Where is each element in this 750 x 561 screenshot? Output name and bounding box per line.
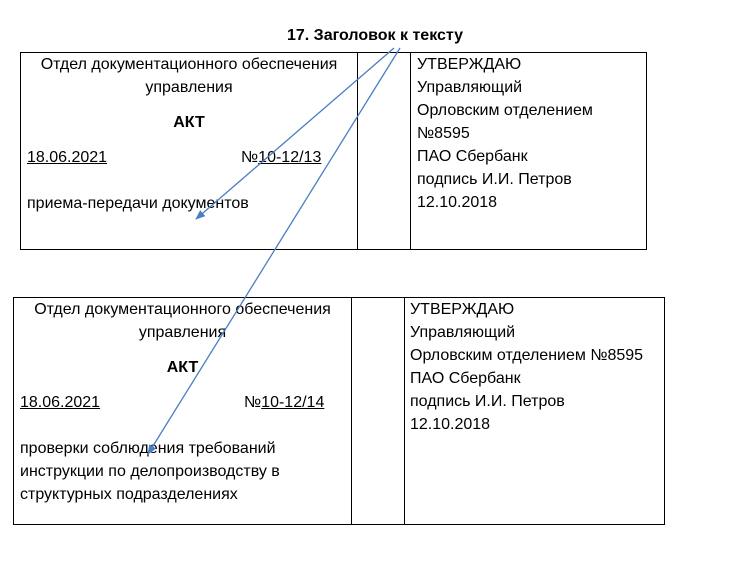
approval-line-5: подпись И.И. Петров: [410, 393, 565, 410]
approval-line-3: Орловским отделением №8595: [410, 347, 644, 364]
approval-line-3: Орловским отделением №8595: [417, 102, 593, 142]
approval-line-6: 12.10.2018: [417, 194, 498, 211]
document-title-line-3: структурных подразделениях: [20, 486, 238, 503]
number-sign: №: [244, 394, 262, 411]
arrow-to-title-1: [196, 48, 394, 219]
document-date: 18.06.2021: [27, 149, 108, 166]
approval-line-2: Управляющий: [410, 324, 516, 341]
document-title-line-2: инструкции по делопроизводству в: [20, 463, 280, 480]
approval-line-4: ПАО Сбербанк: [417, 148, 528, 165]
document-type: АКТ: [166, 359, 199, 376]
department-name-line-2: управления: [145, 79, 233, 96]
document-title-line-1: проверки соблюдения требований: [20, 440, 276, 457]
department-name-line-1: Отдел документационного обеспечения: [40, 56, 338, 73]
department-name-line-2: управления: [138, 324, 227, 341]
slide-title: 17. Заголовок к тексту: [286, 27, 464, 44]
document-date: 18.06.2021: [20, 394, 101, 411]
arrow-to-title-2: [148, 48, 400, 454]
approval-line-2: Управляющий: [417, 79, 523, 96]
approval-line-1: УТВЕРЖДАЮ: [417, 56, 522, 73]
approval-line-6: 12.10.2018: [410, 416, 491, 433]
number-value: 10-12/14: [261, 394, 325, 411]
department-name-line-1: Отдел документационного обеспечения: [34, 301, 331, 318]
number-sign: №: [241, 149, 259, 166]
document-type: АКТ: [173, 114, 205, 131]
approval-line-5: подпись И.И. Петров: [417, 171, 572, 188]
document-title-line-1: приема-передачи документов: [27, 195, 249, 212]
number-value: 10-12/13: [258, 149, 322, 166]
approval-line-1: УТВЕРЖДАЮ: [410, 301, 515, 318]
approval-line-4: ПАО Сбербанк: [410, 370, 521, 387]
